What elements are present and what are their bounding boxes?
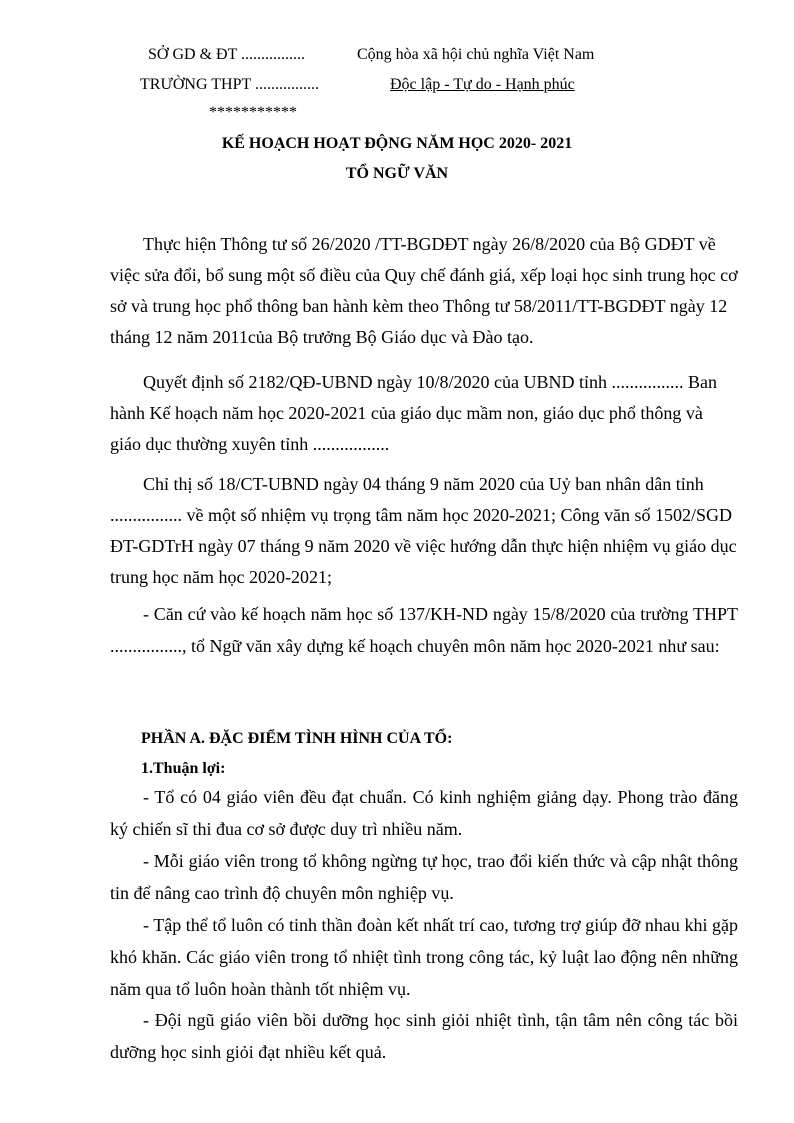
advantage-item: - Mỗi giáo viên trong tổ không ngừng tự học, trao đổi kiến thức và cập nhật thông tin để nâng cao trình độ chuyên môn nghiệp vụ. <box>110 851 738 903</box>
advantage-item: - Đội ngũ giáo viên bồi dưỡng học sinh giỏi nhiệt tình, tận tâm nên công tác bồi dưỡng học sinh giỏi đạt nhiều kết quả. <box>110 1010 738 1062</box>
country-name: Cộng hòa xã hội chủ nghĩa Việt Nam <box>357 46 595 63</box>
intro-paragraph-3: Chỉ thị số 18/CT-UBND ngày 04 tháng 9 năm 2020 của Uỷ ban nhân dân tỉnh ................ về một số nhiệm vụ trọng tâm năm học 2020-2021; Công văn số 1502/SGD ĐT-GDTrH ngày 07 tháng 9 năm 2020 về việc hướng dẫn thực hiện nhiệm vụ giáo dục trung học năm học 2020-2021; <box>110 474 737 587</box>
advantage-item: - Tập thể tổ luôn có tinh thần đoàn kết nhất trí cao, tương trợ giúp đỡ nhau khi gặp khó khăn. Các giáo viên trong tổ nhiệt tình trong công tác, kỷ luật lao động nên những năm qua tổ luôn hoàn thành tốt nhiệm vụ. <box>110 915 738 999</box>
school-name: TRƯỜNG THPT ................ <box>140 76 319 93</box>
document-subtitle: TỔ NGỮ VĂN <box>345 165 449 182</box>
intro-paragraph-1: Thực hiện Thông tư số 26/2020 /TT-BGDĐT ngày 26/8/2020 của Bộ GDĐT về việc sửa đổi, bổ sung một số điều của Quy chế đánh giá, xếp loại học sinh trung học cơ sở và trung học phổ thông ban hành kèm theo Thông tư 58/2011/TT-BGDĐT ngày 12 tháng 12 năm 2011của Bộ trưởng Bộ Giáo dục và Đào tạo. <box>110 234 738 347</box>
section-a-heading: PHẦN A. ĐẶC ĐIỂM TÌNH HÌNH CỦA TỔ: <box>141 730 453 747</box>
intro-paragraph-4: - Căn cứ vào kế hoạch năm học số 137/KH-ND ngày 15/8/2020 của trường THPT ................, tổ Ngữ văn xây dựng kế hoạch chuyên môn năm học 2020-2021 như sau: <box>110 604 738 656</box>
header-separator: *********** <box>209 104 297 121</box>
department-name: SỞ GD & ĐT ................ <box>148 46 306 63</box>
document-title: KẾ HOẠCH HOẠT ĐỘNG NĂM HỌC 2020- 2021 <box>221 135 573 152</box>
motto: Độc lập - Tự do - Hạnh phúc <box>390 76 575 93</box>
advantage-item: - Tổ có 04 giáo viên đều đạt chuẩn. Có kinh nghiệm giảng dạy. Phong trào đăng ký chiến sĩ thi đua cơ sở được duy trì nhiều năm. <box>110 787 738 839</box>
intro-paragraph-2: Quyết định số 2182/QĐ-UBND ngày 10/8/2020 của UBND tỉnh ................ Ban hành Kế hoạch năm học 2020-2021 của giáo dục mầm non, giáo dục phổ thông và giáo dục thường xuyên tỉnh ................. <box>110 372 717 454</box>
section-a-subheading: 1.Thuận lợi: <box>141 760 226 777</box>
